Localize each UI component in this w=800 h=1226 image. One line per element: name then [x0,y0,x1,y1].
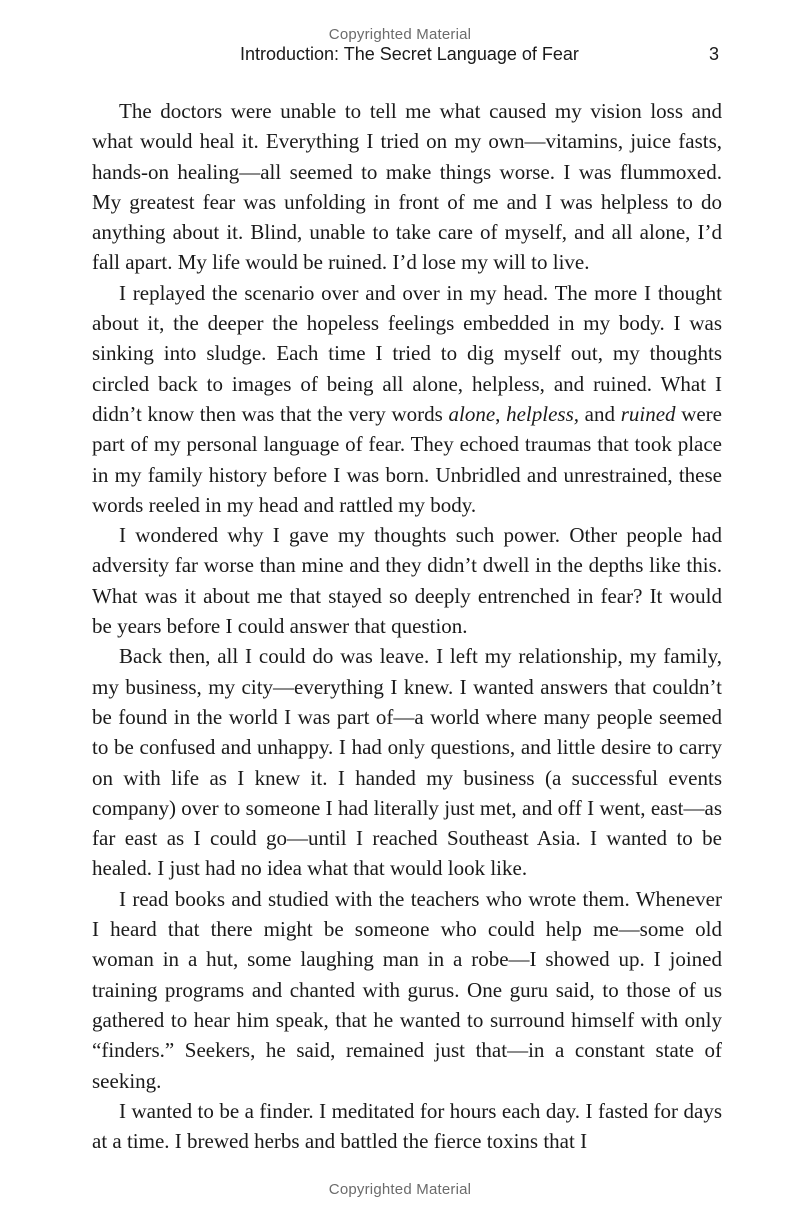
chapter-title: Introduction: The Secret Language of Fear [240,44,579,64]
paragraph-2-sep-2: and [579,401,621,426]
paragraph-1: The doctors were unable to tell me what caused my vision loss and what would heal it. Everything I tried on my own—vitamins, juice fasts, hands-on healing—all seemed to make things worse. I was flummoxed. My greatest fear was unfolding in front of me and I was helpless to do anything about it. Blind, unable to take care of myself, and all alone, I’d fall apart. My life would be ruined. I’d lose my will to live. [92,99,722,275]
copyright-watermark-bottom: Copyrighted Material [328,1181,472,1198]
copyright-watermark-top: Copyrighted Material [328,26,472,43]
emphasis-helpless: helpless, [506,401,579,426]
paragraph-4: Back then, all I could do was leave. I left my relationship, my family, my business, my city—everything I knew. I wanted answers that couldn’t be found in the world I was part of—a world where many people seemed to be confused and unhappy. I had only questions, and little desire to carry on with life as I knew it. I handed my business (a successful events company) over to someone I had literally just met, and off I went, east—as far east as I could go—until I reached Southeast Asia. I wanted to be healed. I just had no idea what that would look like. [92,644,722,881]
page-number: 3 [709,44,720,64]
paragraph-2-sep-1: , [495,401,507,426]
emphasis-ruined: ruined [620,401,676,426]
paragraph-2 [92,278,722,520]
body-text [92,96,722,1156]
paragraph-3: I wondered why I gave my thoughts such power. Other people had adversity far worse than mine and they didn’t dwell in the depths like this. What was it about me that stayed so deeply entrenched in fear? It would be years before I could answer that question. [92,523,722,639]
emphasis-alone: alone [448,401,496,426]
paragraph-2-text-after: were part of my personal language of fear. They echoed traumas that took place in my family history before I was born. Unbridled and unrestrained, these words reeled in my head and rattled my body. [92,401,722,517]
paragraph-6: I wanted to be a finder. I meditated for hours each day. I fasted for days at a time. I brewed herbs and battled the fierce toxins that I [92,1098,722,1154]
paragraph-2-text-before: I replayed the scenario over and over in my head. The more I thought about it, the deeper the hopeless feelings embedded in my body. I was sinking into sludge. Each time I tried to dig myself out, my thoughts circled back to images of being all alone, helpless, and ruined. What I didn’t know then was that the very words [92,280,722,426]
paragraph-5: I read books and studied with the teachers who wrote them. Whenever I heard that there might be someone who could help me—some old woman in a hut, some laughing man in a robe—I showed up. I joined training programs and chanted with gurus. One guru said, to those of us gathered to hear him speak, that he wanted to surround himself with only “finders.” Seekers, he said, remained just that—in a constant state of seeking. [92,886,722,1093]
